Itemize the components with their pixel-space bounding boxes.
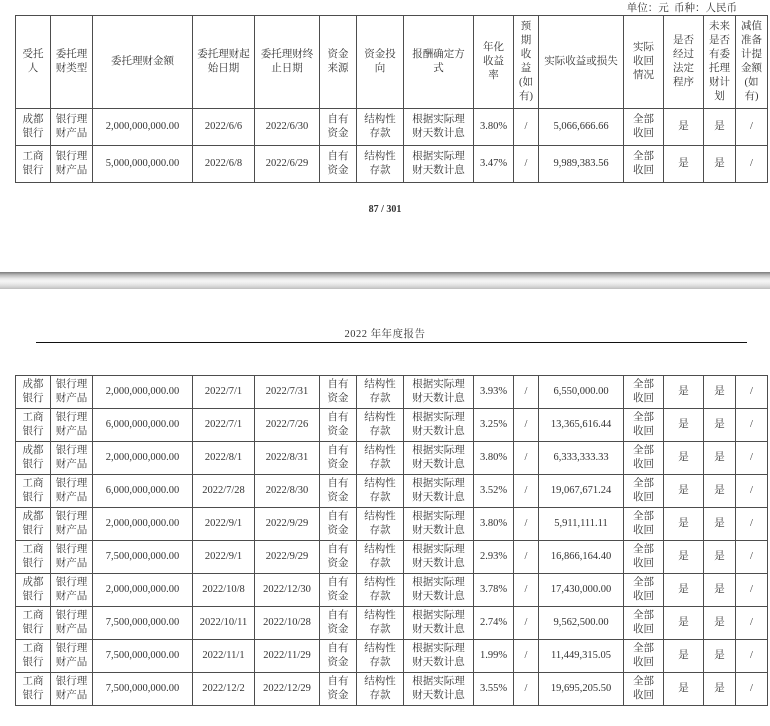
- column-header: 委托理财起始日期: [193, 16, 255, 109]
- table-row: [16, 607, 768, 640]
- table-cell: 5,911,111.11: [539, 508, 624, 541]
- table-cell: 结构性存款: [357, 673, 404, 706]
- column-header: 委托理财终止日期: [255, 16, 320, 109]
- table-cell: 2022/6/29: [255, 146, 320, 183]
- table-cell: 根据实际理财天数计息: [404, 442, 474, 475]
- table-row: [16, 640, 768, 673]
- table-cell: 银行理财产品: [51, 409, 93, 442]
- column-header: 是否经过法定程序: [664, 16, 704, 109]
- table-cell: 成都银行: [16, 508, 51, 541]
- header-rule: [36, 342, 747, 343]
- table-cell: 2022/7/26: [255, 409, 320, 442]
- table-cell: /: [514, 607, 539, 640]
- table-cell: 工商银行: [16, 475, 51, 508]
- table-cell: 结构性存款: [357, 409, 404, 442]
- column-header: 预期收益(如有): [514, 16, 539, 109]
- table-cell: 自有资金: [320, 607, 357, 640]
- table-cell: /: [514, 508, 539, 541]
- table-cell: /: [514, 673, 539, 706]
- table-cell: 17,430,000.00: [539, 574, 624, 607]
- table-cell: 根据实际理财天数计息: [404, 475, 474, 508]
- column-header: 年化收益率: [474, 16, 514, 109]
- table-cell: 2,000,000,000.00: [93, 508, 193, 541]
- report-page-title: 2022 年年度报告: [344, 329, 426, 340]
- table-cell: 2022/12/2: [193, 673, 255, 706]
- table-cell: 2022/9/29: [255, 541, 320, 574]
- table-cell: 2022/10/28: [255, 607, 320, 640]
- table-cell: 13,365,616.44: [539, 409, 624, 442]
- table-cell: 根据实际理财天数计息: [404, 409, 474, 442]
- table-cell: 是: [704, 640, 736, 673]
- table-cell: 全部收回: [624, 574, 664, 607]
- table-cell: 全部收回: [624, 146, 664, 183]
- table-cell: 3.80%: [474, 508, 514, 541]
- table-cell: 根据实际理财天数计息: [404, 508, 474, 541]
- table-cell: 是: [704, 607, 736, 640]
- table-cell: 成都银行: [16, 376, 51, 409]
- table-cell: /: [736, 541, 768, 574]
- table-cell: 根据实际理财天数计息: [404, 574, 474, 607]
- table-cell: /: [514, 442, 539, 475]
- table-cell: 2022/10/8: [193, 574, 255, 607]
- table-cell: /: [514, 376, 539, 409]
- table-cell: 银行理财产品: [51, 508, 93, 541]
- table-cell: 6,000,000,000.00: [93, 409, 193, 442]
- table-cell: 是: [704, 541, 736, 574]
- table-cell: 是: [664, 508, 704, 541]
- table-cell: 自有资金: [320, 508, 357, 541]
- table-cell: /: [736, 640, 768, 673]
- table-cell: 自有资金: [320, 109, 357, 146]
- table-cell: 成都银行: [16, 574, 51, 607]
- table-cell: 6,000,000,000.00: [93, 475, 193, 508]
- table-cell: /: [514, 109, 539, 146]
- table-body: [16, 376, 768, 706]
- table-cell: 自有资金: [320, 409, 357, 442]
- table-cell: 2022/6/6: [193, 109, 255, 146]
- table-cell: 3.25%: [474, 409, 514, 442]
- table-cell: 9,989,383.56: [539, 146, 624, 183]
- table-cell: 是: [664, 146, 704, 183]
- entrusted-wealth-table-page2: [15, 375, 768, 706]
- table-cell: 自有资金: [320, 442, 357, 475]
- table-cell: 结构性存款: [357, 640, 404, 673]
- table-cell: 2,000,000,000.00: [93, 574, 193, 607]
- table-cell: 3.80%: [474, 109, 514, 146]
- table-cell: 2022/11/1: [193, 640, 255, 673]
- table-cell: 7,500,000,000.00: [93, 607, 193, 640]
- table-cell: 2022/6/30: [255, 109, 320, 146]
- table-cell: 是: [664, 376, 704, 409]
- table-cell: 19,067,671.24: [539, 475, 624, 508]
- table-cell: 成都银行: [16, 109, 51, 146]
- table-cell: 2.74%: [474, 607, 514, 640]
- table-cell: 银行理财产品: [51, 574, 93, 607]
- table-cell: 5,066,666.66: [539, 109, 624, 146]
- table-row: [16, 376, 768, 409]
- table-cell: 是: [704, 442, 736, 475]
- table-cell: 工商银行: [16, 541, 51, 574]
- entrusted-wealth-table-page1: [15, 15, 768, 183]
- table-cell: 7,500,000,000.00: [93, 673, 193, 706]
- table-cell: 是: [704, 475, 736, 508]
- table-cell: 是: [664, 409, 704, 442]
- table-cell: 银行理财产品: [51, 673, 93, 706]
- table-cell: 2022/8/1: [193, 442, 255, 475]
- table-cell: 根据实际理财天数计息: [404, 640, 474, 673]
- table-cell: 是: [664, 640, 704, 673]
- page-number: 87 / 301: [368, 204, 402, 215]
- table-cell: 2022/9/1: [193, 541, 255, 574]
- table-cell: /: [514, 541, 539, 574]
- table-cell: /: [736, 607, 768, 640]
- column-header: 委托理财金额: [93, 16, 193, 109]
- table-cell: 结构性存款: [357, 475, 404, 508]
- table-cell: 全部收回: [624, 475, 664, 508]
- table-cell: 工商银行: [16, 146, 51, 183]
- table-cell: 是: [664, 673, 704, 706]
- table-cell: 自有资金: [320, 475, 357, 508]
- table-cell: 2022/6/8: [193, 146, 255, 183]
- table-cell: /: [514, 409, 539, 442]
- table-cell: 银行理财产品: [51, 640, 93, 673]
- column-header: 减值准备计提金额(如有): [736, 16, 768, 109]
- table-cell: 是: [664, 442, 704, 475]
- table-cell: /: [736, 574, 768, 607]
- table-cell: 3.47%: [474, 146, 514, 183]
- table-cell: 全部收回: [624, 640, 664, 673]
- table-cell: 是: [704, 574, 736, 607]
- table-cell: 3.55%: [474, 673, 514, 706]
- table-cell: 全部收回: [624, 673, 664, 706]
- table-cell: /: [736, 475, 768, 508]
- table-row: [16, 541, 768, 574]
- table-cell: 结构性存款: [357, 376, 404, 409]
- table-cell: 银行理财产品: [51, 607, 93, 640]
- table-row: [16, 109, 768, 146]
- currency-unit-label: 单位：元 币种：人民币: [626, 3, 737, 14]
- table-cell: 是: [704, 409, 736, 442]
- table-row: [16, 409, 768, 442]
- column-header: 资金来源: [320, 16, 357, 109]
- table-cell: 自有资金: [320, 376, 357, 409]
- table-cell: 2022/7/1: [193, 409, 255, 442]
- table-cell: 2,000,000,000.00: [93, 376, 193, 409]
- table-cell: /: [514, 574, 539, 607]
- table-cell: 6,333,333.33: [539, 442, 624, 475]
- table-cell: /: [736, 508, 768, 541]
- table-cell: 2022/7/28: [193, 475, 255, 508]
- table-row: [16, 574, 768, 607]
- table-cell: 是: [664, 541, 704, 574]
- table-row: [16, 442, 768, 475]
- table-cell: 5,000,000,000.00: [93, 146, 193, 183]
- table-cell: 根据实际理财天数计息: [404, 109, 474, 146]
- column-header: 委托理财类型: [51, 16, 93, 109]
- table-cell: 是: [704, 109, 736, 146]
- table-cell: 是: [704, 673, 736, 706]
- table-cell: 全部收回: [624, 376, 664, 409]
- table-cell: 3.80%: [474, 442, 514, 475]
- table-cell: 2022/9/1: [193, 508, 255, 541]
- table-cell: 结构性存款: [357, 607, 404, 640]
- table-cell: 2022/10/11: [193, 607, 255, 640]
- table-cell: 2.93%: [474, 541, 514, 574]
- table-cell: 3.52%: [474, 475, 514, 508]
- table-cell: 是: [664, 607, 704, 640]
- column-header: 报酬确定方式: [404, 16, 474, 109]
- table-cell: 自有资金: [320, 673, 357, 706]
- table-cell: 结构性存款: [357, 574, 404, 607]
- table-cell: 2022/9/29: [255, 508, 320, 541]
- column-header: 受托人: [16, 16, 51, 109]
- table-cell: 自有资金: [320, 541, 357, 574]
- table-cell: 是: [664, 574, 704, 607]
- table-cell: 2022/12/29: [255, 673, 320, 706]
- table-cell: 根据实际理财天数计息: [404, 541, 474, 574]
- table-cell: 根据实际理财天数计息: [404, 146, 474, 183]
- table-cell: 工商银行: [16, 640, 51, 673]
- table-cell: 6,550,000.00: [539, 376, 624, 409]
- table-cell: 11,449,315.05: [539, 640, 624, 673]
- table-cell: 7,500,000,000.00: [93, 541, 193, 574]
- table-cell: 9,562,500.00: [539, 607, 624, 640]
- table-cell: 2022/8/31: [255, 442, 320, 475]
- table-cell: 是: [704, 146, 736, 183]
- table-cell: 2,000,000,000.00: [93, 109, 193, 146]
- table-cell: /: [736, 376, 768, 409]
- table-row: [16, 146, 768, 183]
- table-cell: 是: [664, 475, 704, 508]
- table-cell: 结构性存款: [357, 442, 404, 475]
- table-cell: 根据实际理财天数计息: [404, 376, 474, 409]
- table-cell: 2022/11/29: [255, 640, 320, 673]
- column-header: 实际收回情况: [624, 16, 664, 109]
- table-cell: 结构性存款: [357, 541, 404, 574]
- table-row: [16, 475, 768, 508]
- table-cell: /: [514, 146, 539, 183]
- table-cell: 结构性存款: [357, 109, 404, 146]
- column-header: 资金投向: [357, 16, 404, 109]
- table-cell: 3.78%: [474, 574, 514, 607]
- table-cell: 银行理财产品: [51, 442, 93, 475]
- table-cell: 全部收回: [624, 541, 664, 574]
- column-header: 实际收益或损失: [539, 16, 624, 109]
- table-cell: 2022/7/1: [193, 376, 255, 409]
- table-cell: 是: [704, 376, 736, 409]
- table-cell: 2022/8/30: [255, 475, 320, 508]
- table-cell: 根据实际理财天数计息: [404, 607, 474, 640]
- table-cell: 全部收回: [624, 409, 664, 442]
- table-cell: 全部收回: [624, 109, 664, 146]
- table-cell: 银行理财产品: [51, 376, 93, 409]
- table-cell: 1.99%: [474, 640, 514, 673]
- table-cell: 是: [704, 508, 736, 541]
- table-row: [16, 673, 768, 706]
- table-cell: 银行理财产品: [51, 541, 93, 574]
- table-cell: 工商银行: [16, 607, 51, 640]
- table-cell: /: [736, 409, 768, 442]
- table-cell: 自有资金: [320, 146, 357, 183]
- table-cell: 全部收回: [624, 442, 664, 475]
- table-cell: 结构性存款: [357, 508, 404, 541]
- table-cell: 全部收回: [624, 508, 664, 541]
- table-cell: /: [736, 442, 768, 475]
- table-cell: 工商银行: [16, 673, 51, 706]
- table-cell: 根据实际理财天数计息: [404, 673, 474, 706]
- table-body: [16, 109, 768, 183]
- page-break-separator: [0, 272, 770, 289]
- table-cell: 工商银行: [16, 409, 51, 442]
- column-header: 未来是否有委托理财计划: [704, 16, 736, 109]
- table-cell: 19,695,205.50: [539, 673, 624, 706]
- table-cell: 是: [664, 109, 704, 146]
- table-cell: /: [514, 475, 539, 508]
- table-cell: 银行理财产品: [51, 475, 93, 508]
- table-cell: /: [736, 673, 768, 706]
- table-cell: /: [736, 109, 768, 146]
- table-cell: 2022/12/30: [255, 574, 320, 607]
- table-cell: 银行理财产品: [51, 109, 93, 146]
- table-cell: 7,500,000,000.00: [93, 640, 193, 673]
- table-cell: 3.93%: [474, 376, 514, 409]
- table-cell: 2022/7/31: [255, 376, 320, 409]
- table-cell: 结构性存款: [357, 146, 404, 183]
- table-cell: 全部收回: [624, 607, 664, 640]
- table-cell: 自有资金: [320, 574, 357, 607]
- table-cell: /: [736, 146, 768, 183]
- table-cell: 自有资金: [320, 640, 357, 673]
- table-cell: 16,866,164.40: [539, 541, 624, 574]
- table-header-row: [16, 16, 768, 109]
- table-row: [16, 508, 768, 541]
- table-cell: 银行理财产品: [51, 146, 93, 183]
- table-cell: /: [514, 640, 539, 673]
- table-cell: 2,000,000,000.00: [93, 442, 193, 475]
- table-cell: 成都银行: [16, 442, 51, 475]
